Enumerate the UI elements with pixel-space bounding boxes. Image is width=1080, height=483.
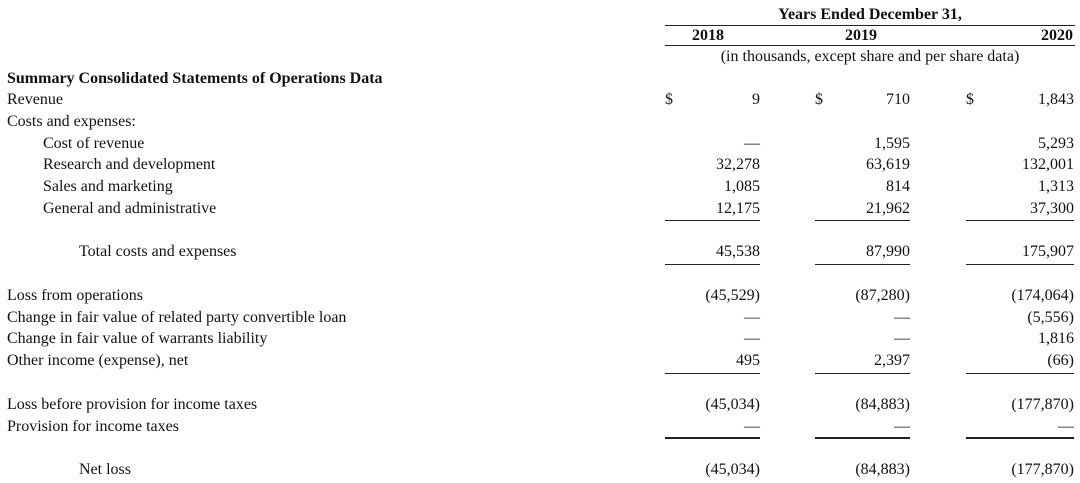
net-loss-2018: (45,034) bbox=[705, 461, 760, 478]
subtotal-rule-2019 bbox=[815, 220, 910, 221]
units-note: (in thousands, except share and per share data) bbox=[720, 48, 1020, 65]
provision-tax-2019: — bbox=[894, 418, 910, 435]
row-label-loss-before-tax: Loss before provision for income taxes bbox=[7, 396, 258, 413]
subtotal-rule-2020 bbox=[966, 220, 1074, 221]
sales-2018: 1,085 bbox=[724, 178, 760, 195]
other-income-2020: (66) bbox=[1047, 352, 1074, 369]
total-rule-2020 bbox=[966, 264, 1074, 265]
other-income-2019: 2,397 bbox=[874, 352, 910, 369]
provision-tax-2020: — bbox=[1058, 418, 1074, 435]
pre-net-rule-2020 bbox=[966, 437, 1074, 439]
row-label-rnd: Research and development bbox=[43, 156, 216, 173]
revenue-2018: 9 bbox=[752, 91, 760, 108]
row-label-other-income: Other income (expense), net bbox=[7, 352, 189, 369]
currency-2020: $ bbox=[966, 91, 974, 108]
year-2019-header: 2019 bbox=[845, 27, 877, 44]
loss-ops-2020: (174,064) bbox=[1011, 287, 1074, 304]
subtotal2-rule-2020 bbox=[966, 373, 1074, 374]
rnd-2018: 32,278 bbox=[716, 156, 760, 173]
revenue-2020: 1,843 bbox=[1038, 91, 1074, 108]
provision-tax-2018: — bbox=[744, 418, 760, 435]
fv-warrants-2019: — bbox=[894, 330, 910, 347]
net-loss-2020: (177,870) bbox=[1011, 461, 1074, 478]
total-costs-2018: 45,538 bbox=[716, 243, 760, 260]
revenue-2019: 710 bbox=[886, 91, 910, 108]
row-label-revenue: Revenue bbox=[7, 91, 63, 108]
subtotal2-rule-2019 bbox=[815, 373, 910, 374]
loss-before-tax-2018: (45,034) bbox=[705, 396, 760, 413]
sales-2020: 1,313 bbox=[1038, 178, 1074, 195]
row-label-cost-of-revenue: Cost of revenue bbox=[43, 135, 145, 152]
row-label-ga: General and administrative bbox=[43, 200, 217, 217]
ga-2020: 37,300 bbox=[1030, 200, 1074, 217]
pre-net-rule-2019 bbox=[815, 437, 910, 439]
row-label-provision-tax: Provision for income taxes bbox=[7, 418, 179, 435]
currency-2018: $ bbox=[665, 91, 673, 108]
loss-ops-2018: (45,529) bbox=[705, 287, 760, 304]
row-label-total-costs: Total costs and expenses bbox=[79, 243, 237, 260]
row-label-sales: Sales and marketing bbox=[43, 178, 173, 195]
year-2018-header: 2018 bbox=[692, 27, 724, 44]
ga-2018: 12,175 bbox=[716, 200, 760, 217]
cost-of-revenue-2019: 1,595 bbox=[874, 135, 910, 152]
other-income-2018: 495 bbox=[736, 352, 760, 369]
currency-2019: $ bbox=[815, 91, 823, 108]
fv-warrants-2020: 1,816 bbox=[1038, 330, 1074, 347]
subtotal2-rule-2018 bbox=[665, 373, 760, 374]
cost-of-revenue-2018: — bbox=[744, 135, 760, 152]
total-costs-2020: 175,907 bbox=[1022, 243, 1074, 260]
fv-warrants-2018: — bbox=[744, 330, 760, 347]
row-label-net-loss: Net loss bbox=[79, 461, 131, 478]
total-rule-2018 bbox=[665, 264, 760, 265]
ga-2019: 21,962 bbox=[866, 200, 910, 217]
row-label-fv-loan: Change in fair value of related party convertible loan bbox=[7, 309, 347, 326]
rnd-2019: 63,619 bbox=[866, 156, 910, 173]
rnd-2020: 132,001 bbox=[1022, 156, 1074, 173]
header-rule-2 bbox=[665, 45, 1075, 46]
year-2020-header: 2020 bbox=[1041, 27, 1073, 44]
fv-loan-2020: (5,556) bbox=[1027, 309, 1074, 326]
loss-before-tax-2020: (177,870) bbox=[1011, 396, 1074, 413]
row-label-costs-header: Costs and expenses: bbox=[7, 113, 136, 130]
fv-loan-2019: — bbox=[894, 309, 910, 326]
section-title: Summary Consolidated Statements of Operations Data bbox=[7, 70, 383, 87]
loss-before-tax-2019: (84,883) bbox=[855, 396, 910, 413]
loss-ops-2019: (87,280) bbox=[855, 287, 910, 304]
net-loss-2019: (84,883) bbox=[855, 461, 910, 478]
fv-loan-2018: — bbox=[744, 309, 760, 326]
sales-2019: 814 bbox=[886, 178, 910, 195]
total-rule-2019 bbox=[815, 264, 910, 265]
row-label-loss-ops: Loss from operations bbox=[7, 287, 143, 304]
pre-net-rule-2018 bbox=[665, 437, 760, 439]
period-header: Years Ended December 31, bbox=[778, 6, 962, 23]
subtotal-rule-2018 bbox=[665, 220, 760, 221]
cost-of-revenue-2020: 5,293 bbox=[1038, 135, 1074, 152]
total-costs-2019: 87,990 bbox=[866, 243, 910, 260]
row-label-fv-warrants: Change in fair value of warrants liability bbox=[7, 330, 268, 347]
